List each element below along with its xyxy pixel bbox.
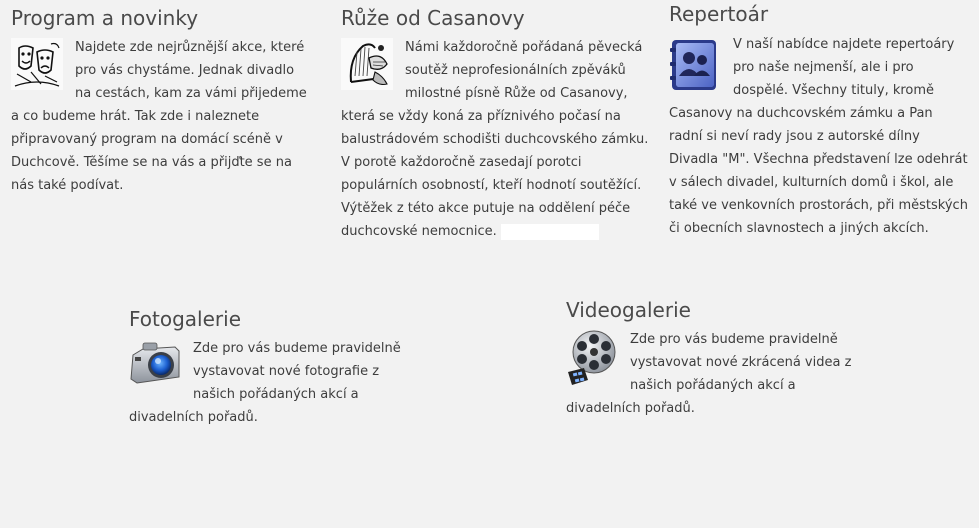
theater-masks-icon[interactable] — [11, 38, 63, 90]
section-title-ruze[interactable]: Růže od Casanovy — [341, 6, 525, 30]
section-fotogalerie — [129, 307, 424, 429]
camera-icon[interactable] — [129, 339, 181, 387]
section-text-program: Najdete zde nejrůznější akce, které pro vás chystáme. Jednak divadlo na cestách, kam za vámi přijedeme a co budeme hrát. Tak zde i naleznete připravovaný program na domácí scéně v Duchcově. Těšíme se na vás a přijďte se na nás také podívat. — [11, 40, 307, 193]
section-text-videogalerie: Zde pro vás budeme pravidelně vystavovat nové zkrácená videa z našich pořádaných akcí a divadelních pořadů. — [566, 332, 852, 416]
section-title-program[interactable]: Program a novinky — [11, 6, 199, 30]
section-title-repertoar[interactable]: Repertoár — [669, 2, 769, 26]
section-ruze — [341, 6, 651, 243]
address-book-icon[interactable] — [669, 38, 719, 92]
section-text-fotogalerie: Zde pro vás budeme pravidelně vystavovat nové fotografie z našich pořádaných akcí a divadelních pořadů. — [129, 341, 401, 425]
film-reel-icon[interactable] — [566, 330, 618, 386]
section-text-ruze-body: Námi každoročně pořádaná pěvecká soutěž neprofesionálních zpěváků milostné písně Růže od Casanovy, která se vždy koná za příznivého počasí na balustrádovém schodišti duchcovského zámku. V porotě každoročně zasedají porotci populárních osobností, kteří hodnotí soutěžící. Výtěžek z této akce putuje na oddělení péče duchcovské nemocnice. — [341, 40, 649, 239]
section-text-repertoar: V naší nabídce najdete repertoáry pro naše nejmenší, ale i pro dospělé. Všechny tituly, kromě Casanovy na duchcovském zámku a Pan radní si neví rady jsou z autorské dílny Divadla "M". Všechna představení lze odehrát v sálech divadel, kulturních domů i škol, ale také ve venkovních prostorách, při městských či obecních slavnostech a jiných akcích. — [669, 37, 968, 236]
harp-music-icon[interactable] — [341, 38, 393, 90]
section-repertoar — [669, 2, 969, 240]
blank-strip — [501, 224, 599, 240]
section-title-videogalerie[interactable]: Videogalerie — [566, 298, 691, 322]
section-videogalerie — [566, 298, 866, 420]
section-program — [11, 6, 311, 197]
section-title-fotogalerie[interactable]: Fotogalerie — [129, 307, 242, 331]
